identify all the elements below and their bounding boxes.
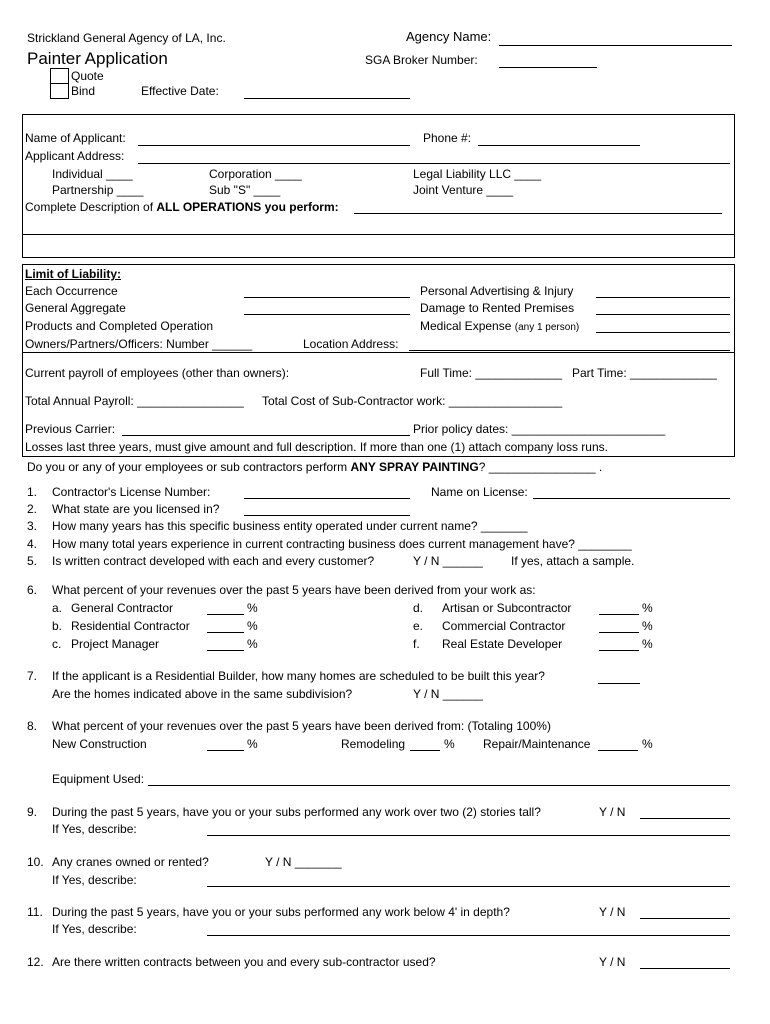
new-construction-field[interactable] <box>207 750 244 751</box>
q10-text: Any cranes owned or rented? <box>52 855 209 869</box>
q10-number: 10. <box>27 855 44 869</box>
q7-yes-no[interactable]: Y / N ______ <box>413 687 483 701</box>
q6a-field[interactable] <box>207 614 244 615</box>
q6-number: 6. <box>27 583 38 597</box>
q12-yes-no[interactable]: Y / N <box>599 955 626 969</box>
personal-adv-label: Personal Advertising & Injury <box>420 284 574 298</box>
q11-answer-field[interactable] <box>640 918 730 919</box>
divider <box>23 234 734 235</box>
bind-checkbox[interactable] <box>50 83 69 99</box>
percent-sign: % <box>444 737 455 751</box>
percent-sign: % <box>247 737 258 751</box>
effective-date-field[interactable] <box>244 98 410 99</box>
phone-field[interactable] <box>478 145 640 146</box>
q7-subdivision-text: Are the homes indicated above in the same subdivision? <box>52 687 353 701</box>
q5-text: Is written contract developed with each and every customer? <box>52 554 375 568</box>
q1-number: 1. <box>27 485 38 499</box>
q9-yes-no[interactable]: Y / N <box>599 805 626 819</box>
full-time-field[interactable]: Full Time: _____________ <box>420 366 563 380</box>
q6e-letter: e. <box>413 619 424 633</box>
applicant-address-label: Applicant Address: <box>25 149 125 163</box>
repair-field[interactable] <box>598 750 638 751</box>
q2-text: What state are you licensed in? <box>52 502 220 516</box>
q1-text: Contractor's License Number: <box>52 485 211 499</box>
q11-describe-label: If Yes, describe: <box>52 922 137 936</box>
q11-number: 11. <box>27 905 43 919</box>
q10-yes-no[interactable]: Y / N _______ <box>265 855 342 869</box>
q11-text: During the past 5 years, have you or your subs performed any work below 4' in depth? <box>52 905 510 919</box>
payroll-label: Current payroll of employees (other than owners): <box>25 366 290 380</box>
q5-note: If yes, attach a sample. <box>511 554 635 568</box>
location-address-label: Location Address: <box>303 337 399 351</box>
repair-label: Repair/Maintenance <box>483 737 591 751</box>
q4-number: 4. <box>27 537 38 551</box>
q6c-field[interactable] <box>207 650 244 651</box>
sga-broker-field[interactable] <box>499 67 597 68</box>
prior-policy-field[interactable]: Prior policy dates: _______________________ <box>413 422 666 436</box>
q5-number: 5. <box>27 554 38 568</box>
products-label: Products and Completed Operation <box>25 319 214 333</box>
owners-number[interactable]: Owners/Partners/Officers: Number ______ <box>25 337 253 351</box>
agency-name-field[interactable] <box>499 45 732 46</box>
location-address-field[interactable] <box>409 350 730 351</box>
operations-field[interactable] <box>354 213 722 214</box>
quote-checkbox[interactable] <box>50 68 69 84</box>
entity-llc[interactable]: Legal Liability LLC ____ <box>413 167 542 181</box>
percent-sign: % <box>642 737 653 751</box>
page-title: Painter Application <box>27 49 168 68</box>
entity-joint-venture[interactable]: Joint Venture ____ <box>413 183 514 197</box>
company-name: Strickland General Agency of LA, Inc. <box>27 31 226 45</box>
new-construction-label: New Construction <box>52 737 147 751</box>
percent-sign: % <box>642 637 653 651</box>
q6c-text: Project Manager <box>71 637 160 651</box>
q3-number: 3. <box>27 519 38 533</box>
spray-painting-question[interactable]: Do you or any of your employees or sub contractors perform ANY SPRAY PAINTING? ________________ . <box>27 460 603 474</box>
q6-text: What percent of your revenues over the past 5 years have been derived from your work as: <box>52 583 536 597</box>
equipment-used-field[interactable] <box>148 785 730 786</box>
q6a-letter: a. <box>52 601 63 615</box>
q6e-field[interactable] <box>599 632 639 633</box>
q9-describe-field[interactable] <box>207 835 730 836</box>
q2-number: 2. <box>27 502 38 516</box>
limits-heading: Limit of Liability: <box>25 267 121 281</box>
q12-text: Are there written contracts between you and every sub-contractor used? <box>52 955 436 969</box>
general-aggregate-field[interactable] <box>244 314 410 315</box>
entity-corporation[interactable]: Corporation ____ <box>209 167 302 181</box>
total-sub-cost-field[interactable]: Total Cost of Sub-Contractor work: _________________ <box>262 394 563 408</box>
q6f-letter: f. <box>413 637 420 651</box>
previous-carrier-field[interactable] <box>122 435 410 436</box>
entity-partnership[interactable]: Partnership ____ <box>52 183 144 197</box>
homes-scheduled-field[interactable] <box>598 683 640 684</box>
q5-yes-no[interactable]: Y / N ______ <box>413 554 483 568</box>
q6d-letter: d. <box>413 601 424 615</box>
q9-answer-field[interactable] <box>640 818 730 819</box>
part-time-field[interactable]: Part Time: _____________ <box>572 366 717 380</box>
entity-individual[interactable]: Individual ____ <box>52 167 133 181</box>
q6b-letter: b. <box>52 619 63 633</box>
q8-text: What percent of your revenues over the past 5 years have been derived from: (Totaling 100%) <box>52 719 551 733</box>
remodeling-field[interactable] <box>410 750 440 751</box>
phone-label: Phone #: <box>423 131 472 145</box>
bind-label: Bind <box>71 84 96 98</box>
applicant-name-label: Name of Applicant: <box>25 131 126 145</box>
q12-answer-field[interactable] <box>640 968 730 969</box>
q4-text[interactable]: How many total years experience in current contracting business does current management have? ________ <box>52 537 632 551</box>
applicant-address-field[interactable] <box>138 163 730 164</box>
q6e-text: Commercial Contractor <box>442 619 566 633</box>
percent-sign: % <box>642 619 653 633</box>
q9-number: 9. <box>27 805 38 819</box>
entity-sub-s[interactable]: Sub "S" ____ <box>209 183 281 197</box>
divider <box>23 352 734 353</box>
equipment-used-label: Equipment Used: <box>52 772 145 786</box>
each-occurrence-field[interactable] <box>244 297 410 298</box>
effective-date-label: Effective Date: <box>141 84 219 98</box>
remodeling-label: Remodeling <box>341 737 406 751</box>
q6a-text: General Contractor <box>71 601 174 615</box>
q11-describe-field[interactable] <box>207 935 730 936</box>
losses-note: Losses last three years, must give amount and full description. If more than one (1) attach company loss runs. <box>25 440 608 454</box>
q9-text: During the past 5 years, have you or your subs performed any work over two (2) stories tall? <box>52 805 541 819</box>
name-on-license-label: Name on License: <box>431 485 528 499</box>
agency-name-label: Agency Name: <box>406 29 492 44</box>
q3-text[interactable]: How many years has this specific business entity operated under current name? _______ <box>52 519 528 533</box>
q6b-field[interactable] <box>207 632 244 633</box>
q6f-field[interactable] <box>599 650 639 651</box>
q8-number: 8. <box>27 719 38 733</box>
medical-expense-label: Medical Expense (any 1 person) <box>420 319 580 333</box>
operations-label: Complete Description of ALL OPERATIONS you perform: <box>25 200 339 214</box>
q10-describe-field[interactable] <box>207 886 730 887</box>
q11-yes-no[interactable]: Y / N <box>599 905 626 919</box>
q7-number: 7. <box>27 669 38 683</box>
general-aggregate-label: General Aggregate <box>25 301 126 315</box>
percent-sign: % <box>247 601 258 615</box>
each-occurrence-label: Each Occurrence <box>25 284 118 298</box>
q6f-text: Real Estate Developer <box>442 637 563 651</box>
q10-describe-label: If Yes, describe: <box>52 873 137 887</box>
q7-text: If the applicant is a Residential Builder, how many homes are scheduled to be built this year? <box>52 669 545 683</box>
percent-sign: % <box>247 637 258 651</box>
personal-adv-field[interactable] <box>596 297 730 298</box>
applicant-name-field[interactable] <box>138 145 410 146</box>
q6d-text: Artisan or Subcontractor <box>442 601 572 615</box>
damage-rented-field[interactable] <box>596 314 730 315</box>
sga-broker-label: SGA Broker Number: <box>365 53 478 67</box>
previous-carrier-label: Previous Carrier: <box>25 422 116 436</box>
state-licensed-field[interactable] <box>244 515 410 516</box>
q12-number: 12. <box>27 955 44 969</box>
percent-sign: % <box>642 601 653 615</box>
q9-describe-label: If Yes, describe: <box>52 822 137 836</box>
percent-sign: % <box>247 619 258 633</box>
q6c-letter: c. <box>52 637 62 651</box>
q6d-field[interactable] <box>599 614 639 615</box>
damage-rented-label: Damage to Rented Premises <box>420 301 575 315</box>
medical-expense-field[interactable] <box>596 332 730 333</box>
q6b-text: Residential Contractor <box>71 619 190 633</box>
quote-label: Quote <box>71 69 104 83</box>
name-on-license-field[interactable] <box>533 498 730 499</box>
total-payroll-field[interactable]: Total Annual Payroll: ________________ <box>25 394 244 408</box>
license-number-field[interactable] <box>244 498 410 499</box>
